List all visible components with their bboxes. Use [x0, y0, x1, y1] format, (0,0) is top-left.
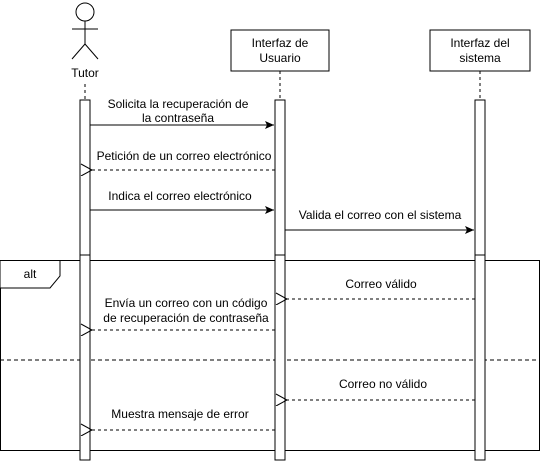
message-correo-valido[interactable]	[287, 277, 475, 299]
message-label-line1: Correo no válido	[338, 377, 428, 391]
participant-label-line1: Interfaz de	[251, 36, 309, 50]
message-correo-no-valido[interactable]	[287, 377, 475, 400]
message-label-line1: Envía un correo con un código	[104, 296, 268, 310]
tutor-actor[interactable]	[71, 3, 99, 80]
activation-bar-usuario-overlay	[275, 255, 285, 460]
participant-label-line2: Usuario	[259, 51, 301, 65]
participant-interfaz-usuario[interactable]	[231, 30, 329, 71]
message-label-line2: la contraseña	[141, 111, 215, 125]
actor-left-leg	[72, 44, 85, 59]
message-valida-correo[interactable]	[285, 208, 474, 230]
activation-bar-tutor-overlay	[80, 255, 90, 460]
message-label-line1: Indica el correo electrónico	[108, 189, 252, 203]
message-muestra-error[interactable]	[92, 407, 275, 430]
message-peticion-correo[interactable]	[92, 149, 275, 170]
actor-label: Tutor	[71, 66, 99, 80]
participant-label-line1: Interfaz del	[450, 36, 510, 50]
message-label-line2: de recuperación de contraseña	[103, 311, 269, 325]
message-indica-correo[interactable]	[90, 189, 274, 210]
actor-right-leg	[85, 44, 98, 59]
message-label-line1: Correo válido	[345, 277, 417, 291]
message-label-line1: Solicita la recuperación de	[107, 97, 249, 111]
alt-fragment-label: alt	[23, 267, 37, 281]
message-label-line1: Petición de un correo electrónico	[96, 149, 272, 163]
participant-label-line2: sistema	[459, 51, 501, 65]
participant-interfaz-sistema[interactable]	[430, 30, 530, 71]
message-label-line1: Muestra mensaje de error	[111, 407, 249, 421]
message-solicita-recuperacion[interactable]	[90, 97, 274, 125]
message-envia-correo-codigo[interactable]	[92, 296, 275, 330]
message-label-line1: Valida el correo con el sistema	[298, 208, 462, 222]
activation-bar-sistema-overlay	[475, 255, 485, 460]
actor-head-icon	[76, 3, 94, 21]
